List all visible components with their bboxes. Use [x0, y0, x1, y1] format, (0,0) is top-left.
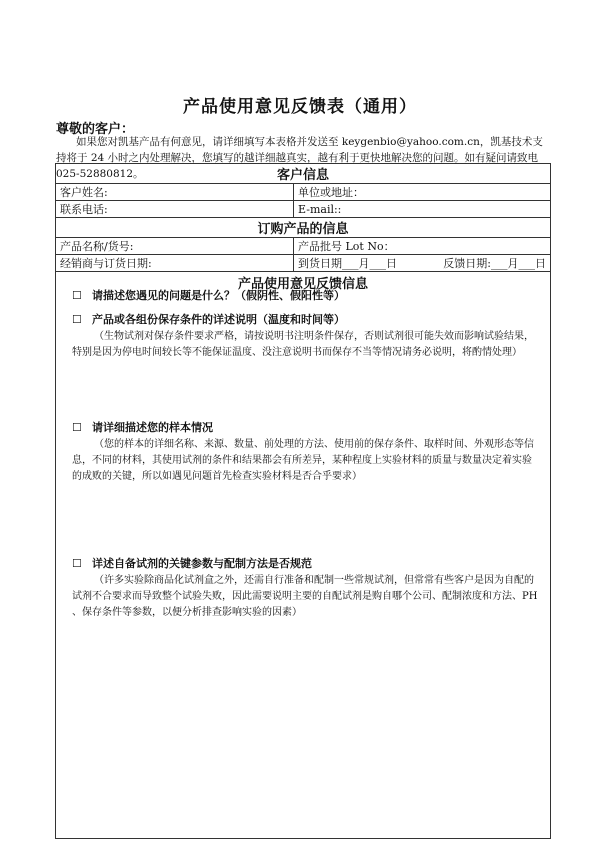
question-title: 请描述您遇见的问题是什么？（假阴性、假阳性等）: [92, 289, 345, 302]
checkbox-icon[interactable]: ☐: [72, 289, 82, 302]
question-problem: [72, 288, 538, 303]
order-row-2: [56, 255, 550, 272]
feedback-info-header: 产品使用意见反馈信息: [237, 276, 368, 292]
lot-number-field[interactable]: 产品批号 Lot No：: [298, 240, 395, 253]
question-note: （您的样本的详细名称、来源、数量、前处理的方法、使用前的保存条件、取样时间、外观形态等信息，不同的材料，其使用试剂的条件和结果都会有所差异，某种程度上实验材料的质量与数量决定着实验的成败的关键，所以如遇见问题首先检查实验材料是否合乎要求）: [72, 439, 534, 482]
feedback-form: [55, 163, 551, 839]
form-title: 产品使用意见反馈表（通用）: [183, 97, 417, 117]
question-sample: [72, 420, 538, 485]
question-note: （生物试剂对保存条件要求严格，请按说明书注明条件保存，否则试剂很可能失效而影响试验结果，特别是因为停电时间较长等不能保证温度、没注意说明书而保存不当等情况请务必说明，将酌情处理）: [72, 331, 534, 358]
checkbox-icon[interactable]: ☐: [72, 313, 82, 326]
product-name-field[interactable]: 产品名称/货号:: [56, 238, 294, 254]
customer-row-1: [56, 184, 550, 201]
greeting: 尊敬的客户：: [56, 122, 135, 137]
customer-info-header: 客户信息: [56, 164, 550, 184]
arrival-date-field[interactable]: 到货日期___月___日: [298, 257, 397, 270]
question-title: 请详细描述您的样本情况: [92, 421, 213, 434]
email-field[interactable]: E-mail::: [298, 203, 342, 216]
checkbox-icon[interactable]: ☐: [72, 557, 82, 570]
dates-field: [294, 255, 550, 271]
intro-paragraph: 如果您对凯基产品有何意见，请详细填写本表格并发送至 keygenbio@yahoo.com.cn，凯基技术支持将于 24 小时之内处理解决，您填写的越详细越真实，越有利于更快地解决您的问题。如有疑问请致电 025-52880812。: [56, 136, 543, 180]
address-field[interactable]: 单位或地址：: [298, 186, 364, 199]
order-row-1: [56, 238, 550, 255]
customer-name-field[interactable]: 客户姓名:: [56, 184, 294, 200]
dealer-date-field[interactable]: 经销商与订货日期:: [56, 255, 294, 271]
question-title: 详述自备试剂的关键参数与配制方法是否规范: [92, 557, 312, 570]
checkbox-icon[interactable]: ☐: [72, 421, 82, 434]
question-storage: [72, 312, 538, 361]
question-title: 产品或各组份保存条件的详述说明（温度和时间等）: [92, 313, 345, 326]
order-info-header: 订购产品的信息: [56, 218, 550, 238]
question-reagent: [72, 556, 538, 621]
question-note: （许多实验除商品化试剂盒之外，还需自行准备和配制一些常规试剂，但常常有些客户是因为自配的试剂不合要求而导致整个试验失败，因此需要说明主要的自配试剂是购自哪个公司、配制浓度和方法、PH 、保存条件等参数，以便分析排查影响实验的因素）: [72, 575, 538, 618]
feedback-date-field[interactable]: 反馈日期:___月___日: [443, 257, 546, 270]
customer-row-2: [56, 201, 550, 218]
phone-field[interactable]: 联系电话:: [56, 201, 294, 217]
